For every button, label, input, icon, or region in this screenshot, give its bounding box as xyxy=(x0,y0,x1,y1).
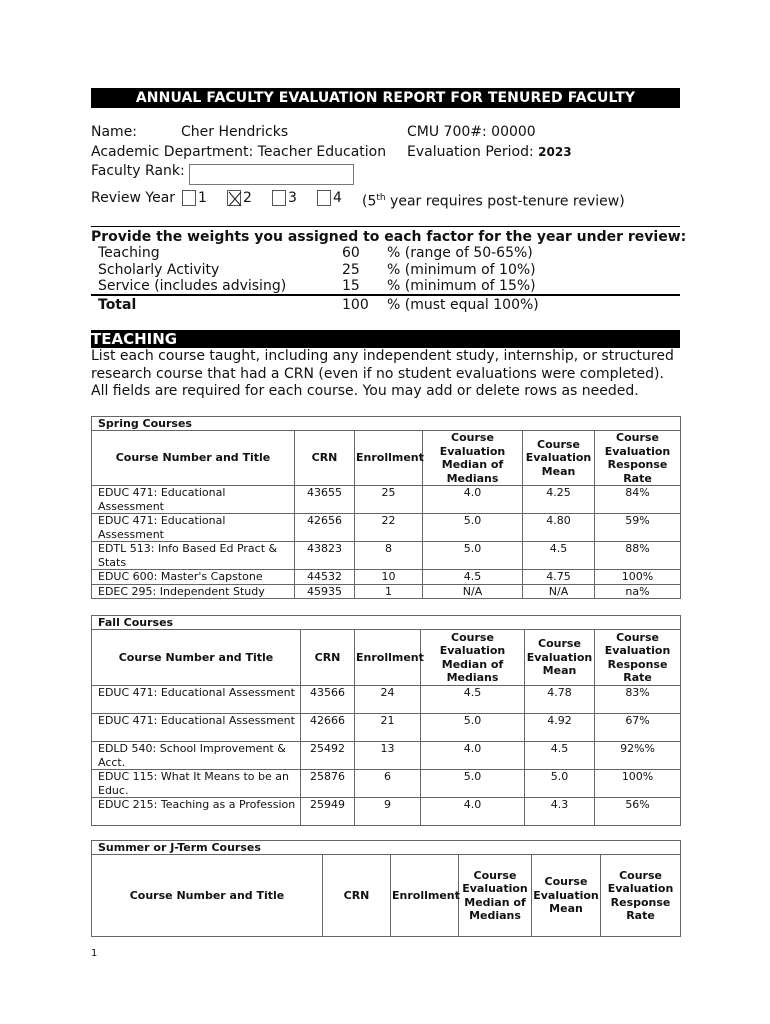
course-title[interactable]: EDUC 471: Educational Assessment xyxy=(92,714,301,742)
course-mean[interactable]: 4.92 xyxy=(525,714,595,742)
table-row xyxy=(92,542,681,570)
table-row xyxy=(92,714,681,742)
evaluation-period xyxy=(407,143,572,161)
col-header-crn: CRN xyxy=(295,431,355,486)
course-enrollment[interactable]: 21 xyxy=(355,714,421,742)
course-response-rate[interactable]: 100% xyxy=(595,770,681,798)
col-header-mean: Course Evaluation Mean xyxy=(523,431,595,486)
review-year-2-checkbox[interactable] xyxy=(227,190,241,206)
course-crn[interactable]: 45935 xyxy=(295,584,355,599)
course-crn[interactable]: 43566 xyxy=(301,686,355,714)
course-enrollment[interactable]: 6 xyxy=(355,770,421,798)
post-tenure-note xyxy=(362,189,625,211)
col-header-response-rate: Course Evaluation Response Rate xyxy=(601,855,681,937)
col-header-title: Course Number and Title xyxy=(92,630,301,686)
weight-row-scholarly xyxy=(91,262,680,279)
course-crn[interactable]: 43823 xyxy=(295,542,355,570)
course-title[interactable]: EDLD 540: School Improvement & Acct. xyxy=(92,742,301,770)
page-number: 1 xyxy=(91,948,98,959)
course-crn[interactable]: 25949 xyxy=(301,798,355,826)
table-caption: Spring Courses xyxy=(92,417,681,431)
course-title[interactable]: EDUC 471: Educational Assessment xyxy=(92,514,295,542)
course-median[interactable]: 5.0 xyxy=(421,770,525,798)
teaching-heading: TEACHING xyxy=(91,330,680,348)
review-year-label: Review Year xyxy=(91,190,176,206)
course-median[interactable]: 5.0 xyxy=(423,542,523,570)
course-title[interactable]: EDUC 115: What It Means to be an Educ. xyxy=(92,770,301,798)
col-header-response-rate: Course Evaluation Response Rate xyxy=(595,630,681,686)
review-year-4-checkbox[interactable] xyxy=(317,190,331,206)
course-enrollment[interactable]: 24 xyxy=(355,686,421,714)
weights-top-rule xyxy=(91,226,680,227)
course-mean[interactable]: 4.5 xyxy=(523,542,595,570)
report-title: ANNUAL FACULTY EVALUATION REPORT FOR TENURED FACULTY xyxy=(91,88,680,108)
course-median[interactable]: 4.5 xyxy=(421,686,525,714)
teaching-intro-line: research course that had a CRN (even if no student evaluations were completed). xyxy=(91,365,664,382)
col-header-response-rate: Course Evaluation Response Rate xyxy=(595,431,681,486)
spring-courses-table xyxy=(91,416,681,599)
course-mean[interactable]: N/A xyxy=(523,584,595,599)
review-year-1-label: 1 xyxy=(198,190,207,206)
teaching-intro-line: List each course taught, including any independent study, internship, or structured xyxy=(91,348,674,364)
table-row xyxy=(92,742,681,770)
table-row xyxy=(92,686,681,714)
col-header-median: Course Evaluation Median of Medians xyxy=(459,855,532,937)
course-response-rate[interactable]: 88% xyxy=(595,542,681,570)
post-tenure-note-post: year requires post-tenure review) xyxy=(385,193,625,210)
col-header-enrollment: Enrollment xyxy=(391,855,459,937)
course-mean[interactable]: 4.25 xyxy=(523,486,595,514)
review-year-3-checkbox[interactable] xyxy=(272,190,286,206)
course-enrollment[interactable]: 1 xyxy=(355,584,423,599)
faculty-rank-input[interactable] xyxy=(189,164,354,185)
weight-value[interactable]: 25 xyxy=(342,262,360,278)
course-mean[interactable]: 4.5 xyxy=(525,742,595,770)
table-row xyxy=(92,584,681,599)
course-mean[interactable]: 4.80 xyxy=(523,514,595,542)
post-tenure-note-sup: th xyxy=(376,193,386,203)
course-response-rate[interactable]: 92%% xyxy=(595,742,681,770)
course-enrollment[interactable]: 13 xyxy=(355,742,421,770)
course-mean[interactable]: 4.78 xyxy=(525,686,595,714)
course-response-rate[interactable]: 56% xyxy=(595,798,681,826)
course-title[interactable]: EDUC 471: Educational Assessment xyxy=(92,686,301,714)
course-median[interactable]: 4.0 xyxy=(423,486,523,514)
name-value[interactable]: Cher Hendricks xyxy=(181,124,289,140)
course-crn[interactable]: 42656 xyxy=(295,514,355,542)
course-title[interactable]: EDUC 215: Teaching as a Profession xyxy=(92,798,301,826)
review-year-1-checkbox[interactable] xyxy=(182,190,196,206)
review-year-4-label: 4 xyxy=(333,190,342,206)
weight-row-total xyxy=(91,297,680,314)
course-title[interactable]: EDUC 471: Educational Assessment xyxy=(92,486,295,514)
col-header-title: Course Number and Title xyxy=(92,855,323,937)
review-year-3-label: 3 xyxy=(288,190,297,206)
weight-row-service xyxy=(91,278,680,295)
weight-note: % (range of 50-65%) xyxy=(387,245,533,261)
table-caption: Fall Courses xyxy=(92,616,681,630)
course-enrollment[interactable]: 10 xyxy=(355,570,423,585)
weight-total-note: % (must equal 100%) xyxy=(387,297,539,313)
review-year-2-label: 2 xyxy=(243,190,252,206)
summer-courses-table xyxy=(91,840,681,937)
course-response-rate[interactable]: 84% xyxy=(595,486,681,514)
evaluation-period-value: 2023 xyxy=(538,145,572,159)
course-median[interactable]: 4.0 xyxy=(421,742,525,770)
weight-label: Service (includes advising) xyxy=(98,278,287,294)
evaluation-period-label: Evaluation Period: xyxy=(407,144,534,160)
table-row xyxy=(92,514,681,542)
col-header-median: Course Evaluation Median of Medians xyxy=(423,431,523,486)
course-enrollment[interactable]: 8 xyxy=(355,542,423,570)
col-header-enrollment: Enrollment xyxy=(355,431,423,486)
col-header-median: Course Evaluation Median of Medians xyxy=(421,630,525,686)
course-crn[interactable]: 25876 xyxy=(301,770,355,798)
fall-courses-table xyxy=(91,615,681,826)
weight-note: % (minimum of 10%) xyxy=(387,262,536,278)
course-title[interactable]: EDEC 295: Independent Study xyxy=(92,584,295,599)
weights-title: Provide the weights you assigned to each factor for the year under review: xyxy=(91,229,687,245)
course-crn[interactable]: 43655 xyxy=(295,486,355,514)
weight-note: % (minimum of 15%) xyxy=(387,278,536,294)
table-caption: Summer or J-Term Courses xyxy=(92,841,681,855)
course-mean[interactable]: 4.75 xyxy=(523,570,595,585)
weight-value[interactable]: 15 xyxy=(342,278,360,294)
weight-row-teaching xyxy=(91,245,680,262)
table-row xyxy=(92,570,681,585)
weights-total-rule xyxy=(91,294,680,296)
weight-total-label: Total xyxy=(98,297,137,313)
academic-department: Academic Department: Teacher Education xyxy=(91,144,387,160)
checkbox-x-icon xyxy=(228,191,242,207)
course-mean[interactable]: 4.3 xyxy=(525,798,595,826)
faculty-rank-label: Faculty Rank: xyxy=(91,163,185,179)
course-response-rate[interactable]: 100% xyxy=(595,570,681,585)
course-mean[interactable]: 5.0 xyxy=(525,770,595,798)
course-response-rate[interactable]: 67% xyxy=(595,714,681,742)
course-median[interactable]: 5.0 xyxy=(423,514,523,542)
col-header-enrollment: Enrollment xyxy=(355,630,421,686)
course-median[interactable]: 5.0 xyxy=(421,714,525,742)
post-tenure-note-pre: (5 xyxy=(362,193,377,210)
course-enrollment[interactable]: 9 xyxy=(355,798,421,826)
course-response-rate[interactable]: 59% xyxy=(595,514,681,542)
course-crn[interactable]: 25492 xyxy=(301,742,355,770)
weight-label: Teaching xyxy=(98,245,160,261)
course-enrollment[interactable]: 22 xyxy=(355,514,423,542)
name-label: Name: xyxy=(91,124,138,140)
weight-value[interactable]: 60 xyxy=(342,245,360,261)
table-row xyxy=(92,798,681,826)
course-median[interactable]: 4.5 xyxy=(423,570,523,585)
course-crn[interactable]: 42666 xyxy=(301,714,355,742)
col-header-mean: Course Evaluation Mean xyxy=(532,855,601,937)
table-row xyxy=(92,770,681,798)
course-enrollment[interactable]: 25 xyxy=(355,486,423,514)
weight-total-value: 100 xyxy=(342,297,369,313)
col-header-mean: Course Evaluation Mean xyxy=(525,630,595,686)
course-response-rate[interactable]: 83% xyxy=(595,686,681,714)
teaching-intro-line: All fields are required for each course. You may add or delete rows as needed. xyxy=(91,383,639,399)
course-median[interactable]: N/A xyxy=(423,584,523,599)
weight-label: Scholarly Activity xyxy=(98,262,220,278)
teaching-intro xyxy=(91,348,681,401)
col-header-crn: CRN xyxy=(323,855,391,937)
table-row xyxy=(92,486,681,514)
col-header-title: Course Number and Title xyxy=(92,431,295,486)
col-header-crn: CRN xyxy=(301,630,355,686)
course-response-rate[interactable]: na% xyxy=(595,584,681,599)
course-median[interactable]: 4.0 xyxy=(421,798,525,826)
course-title[interactable]: EDUC 600: Master's Capstone xyxy=(92,570,295,585)
course-crn[interactable]: 44532 xyxy=(295,570,355,585)
course-title[interactable]: EDTL 513: Info Based Ed Pract & Stats xyxy=(92,542,295,570)
cmu-id: CMU 700#: 00000 xyxy=(407,124,536,140)
